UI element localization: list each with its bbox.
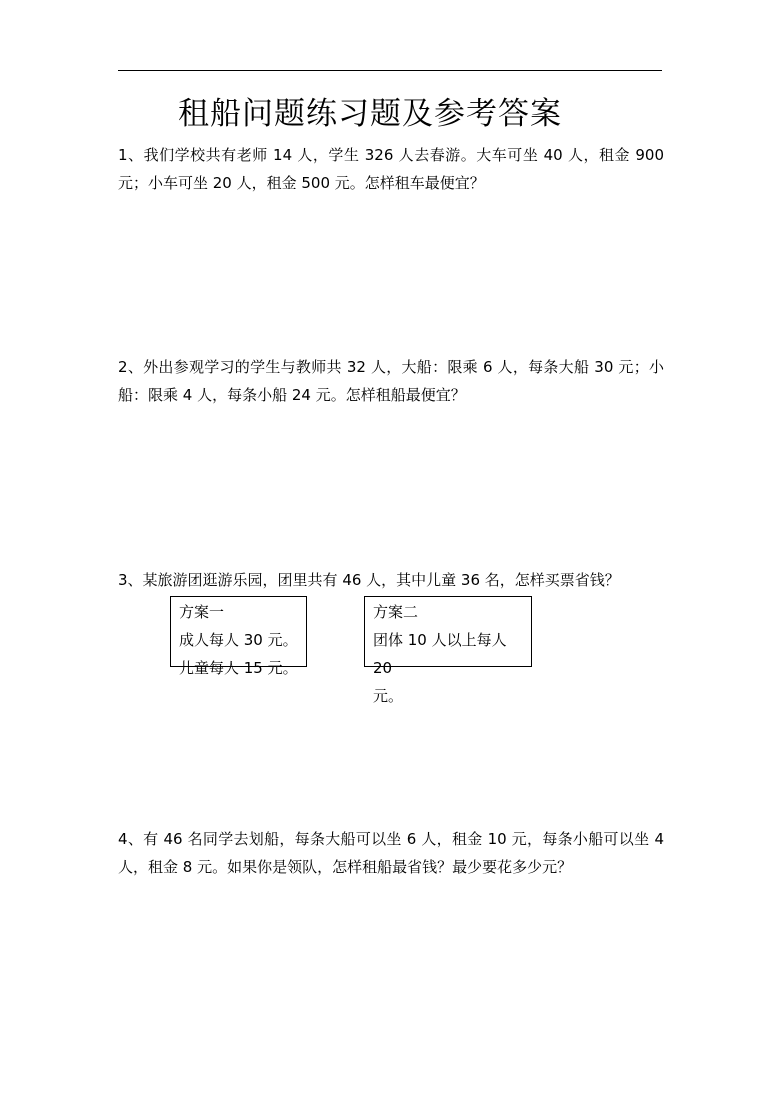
plan-one-box [170,596,307,677]
plan-two-line-1: 团体 10 人以上每人 20 [373,631,507,677]
header-rule [118,70,662,71]
plan-one-title: 方案一 [179,603,225,621]
plan-two-box [364,596,532,705]
problem-2 [118,353,664,409]
problem-4-text: 4、有 46 名同学去划船，每条大船可以坐 6 人，租金 10 元，每条小船可以坐 4 人，租金 8 元。如果你是领队，怎样租船最省钱？最少要花多少元？ [118,830,664,876]
plan-two-title: 方案二 [373,603,419,621]
plan-one-line-2: 儿童每人 15 元。 [179,659,298,677]
plan-two-line-2: 元。 [373,687,404,705]
plan-one-line-1: 成人每人 30 元。 [179,631,298,649]
problem-2-text: 2、外出参观学习的学生与教师共 32 人，大船：限乘 6 人，每条大船 30 元；小船：限乘 4 人，每条小船 24 元。怎样租船最便宜？ [118,358,664,404]
problem-4 [118,825,664,881]
problem-3-text: 3、某旅游团逛游乐园，团里共有 46 人，其中儿童 36 名，怎样买票省钱？ [118,571,620,589]
page-title: 租船问题练习题及参考答案 [178,96,562,132]
problem-3 [118,566,664,594]
problem-1 [118,141,664,197]
problem-1-text: 1、我们学校共有老师 14 人，学生 326 人去春游。大车可坐 40 人，租金 900 元；小车可坐 20 人，租金 500 元。怎样租车最便宜？ [118,146,664,192]
